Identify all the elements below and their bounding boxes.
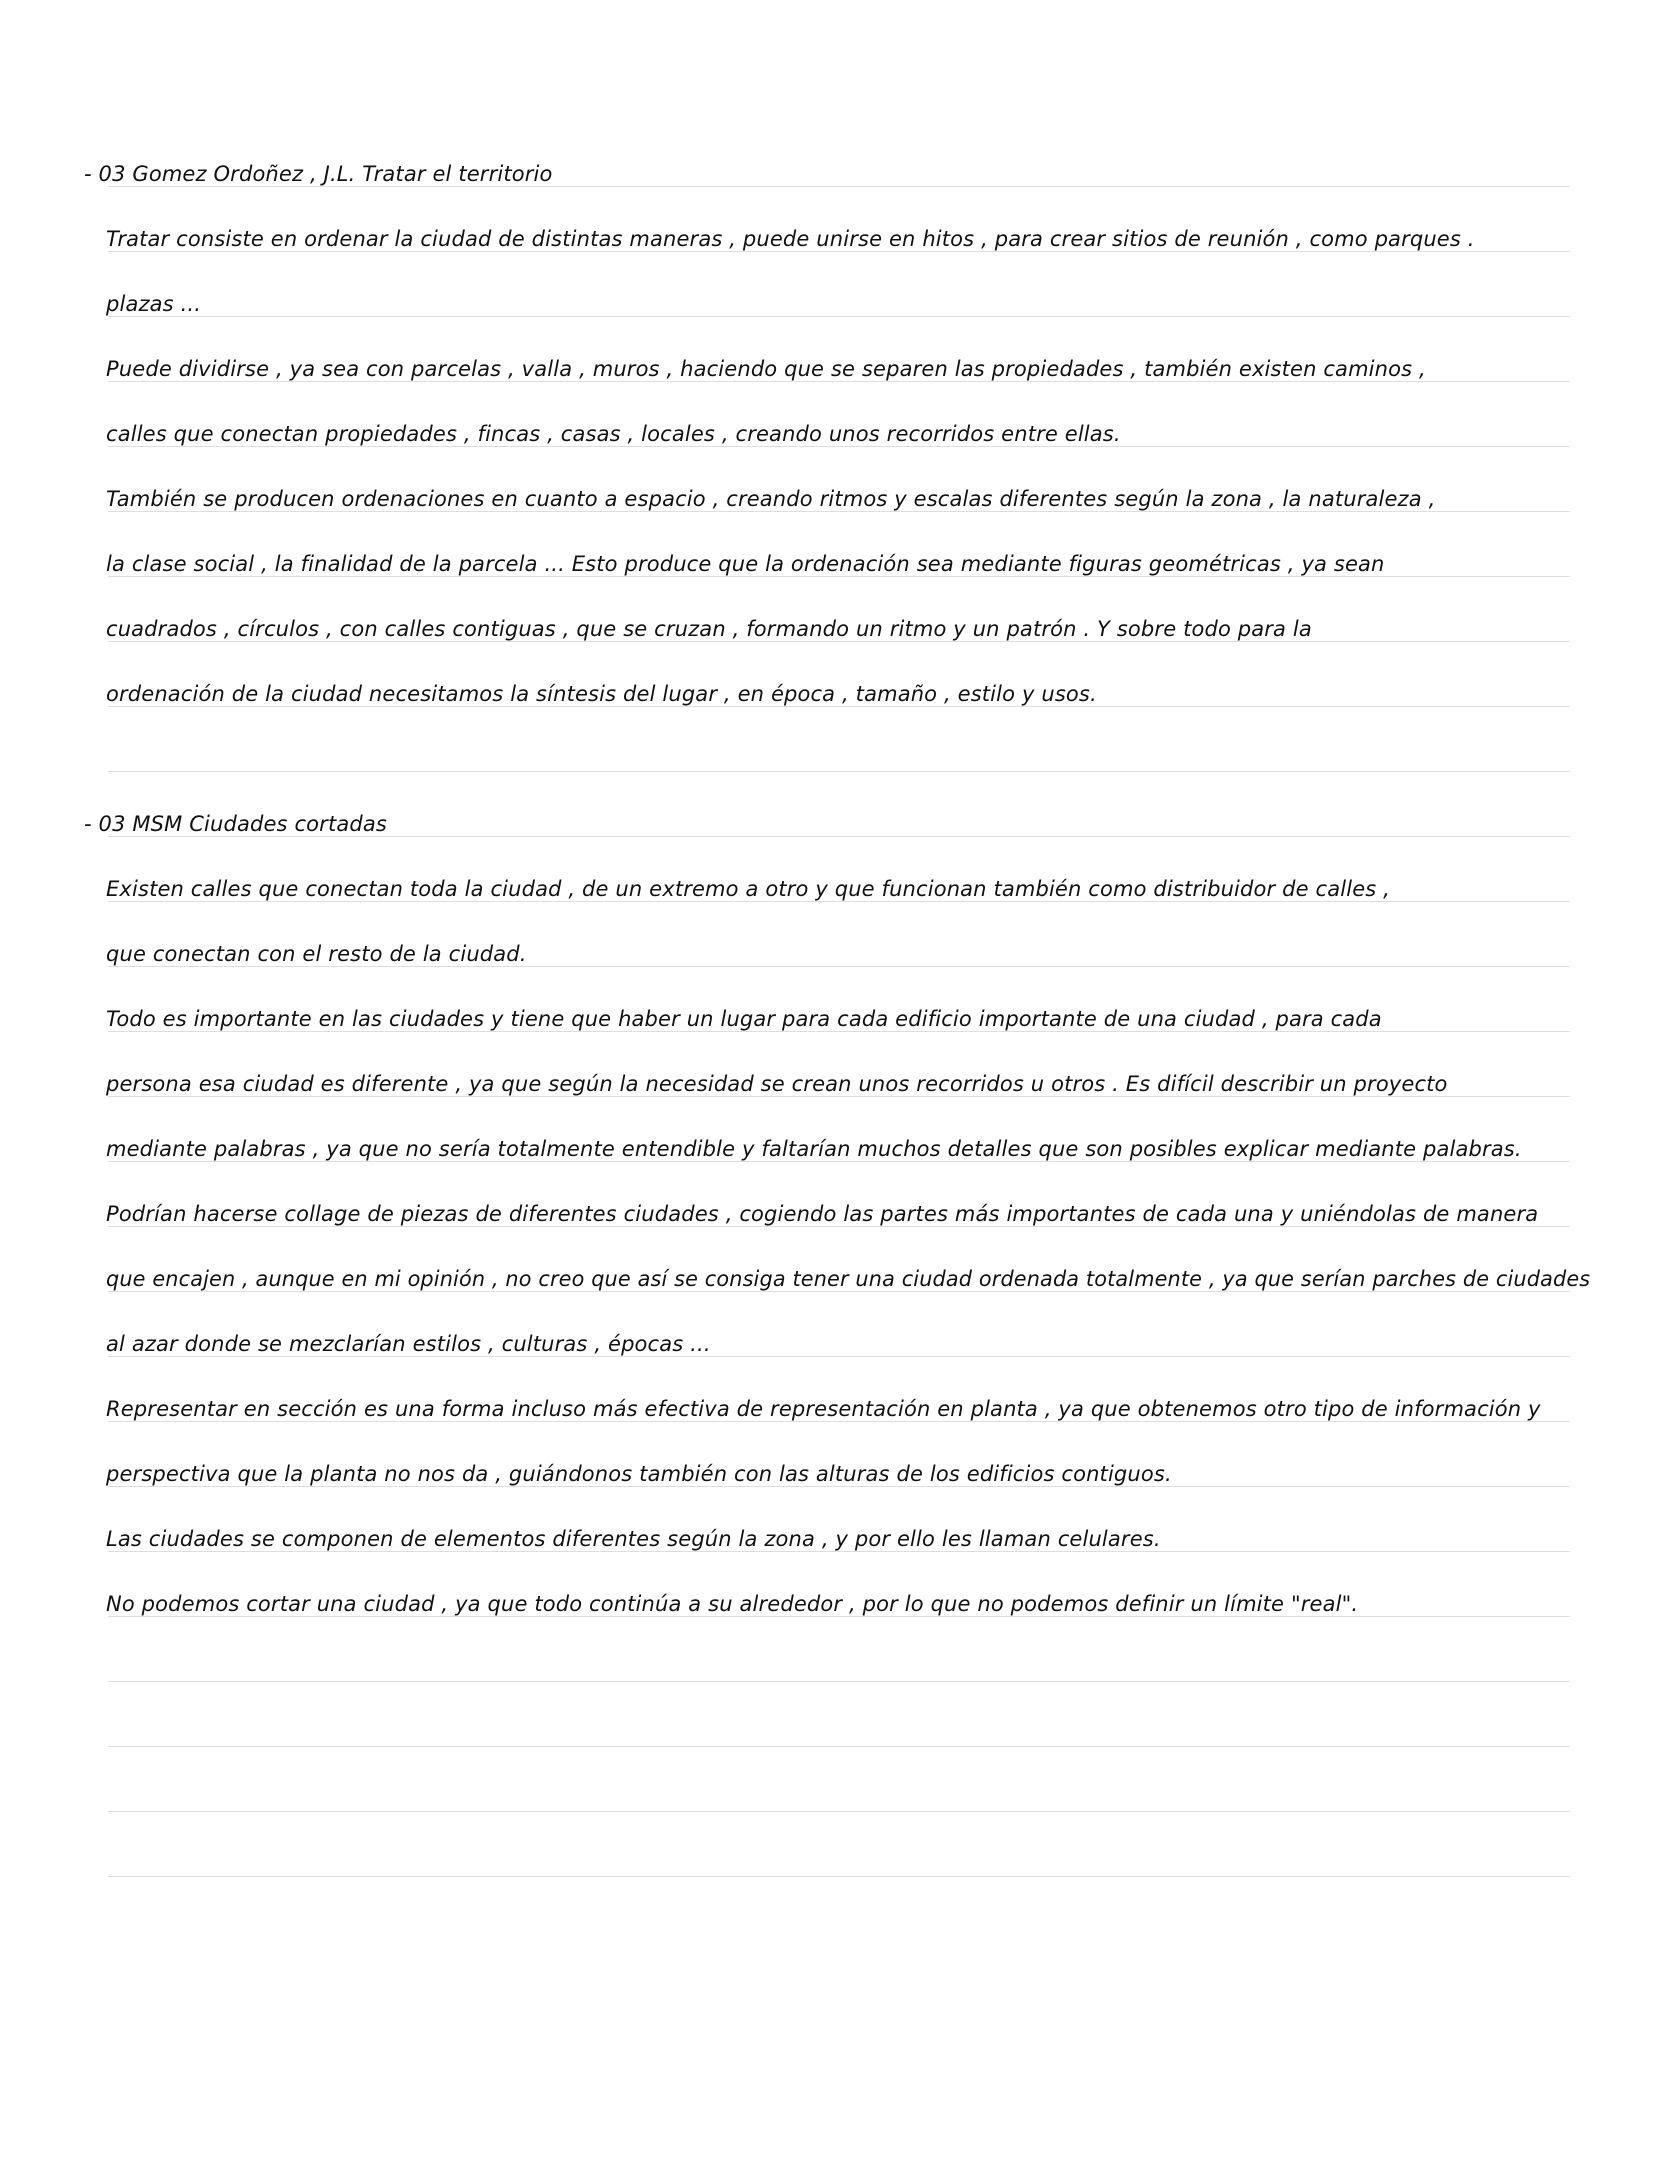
section-2-line-5: mediante palabras , ya que no sería totalmente entendible y faltarían muchos detalles que son posibles explicar mediante palabras. — [106, 1137, 1522, 1161]
section-2-line-9: Representar en sección es una forma incluso más efectiva de representación en planta , ya que obtenemos otro tipo de información y — [106, 1397, 1541, 1421]
section-1-line-8: ordenación de la ciudad necesitamos la síntesis del lugar , en época , tamaño , estilo y usos. — [106, 682, 1097, 706]
section-2-line-6: Podrían hacerse collage de piezas de diferentes ciudades , cogiendo las partes más importantes de cada una y uniéndolas de manera — [106, 1202, 1539, 1226]
ruled-line — [108, 1811, 1570, 1812]
section-1-line-5: También se producen ordenaciones en cuanto a espacio , creando ritmos y escalas diferentes según la zona , la naturaleza , — [106, 487, 1436, 511]
section-1-line-3: Puede dividirse , ya sea con parcelas , valla , muros , haciendo que se separen las propiedades , también existen caminos , — [106, 357, 1426, 381]
section-2-line-2: que conectan con el resto de la ciudad. — [106, 942, 527, 966]
section-2-heading: - 03 MSM Ciudades cortadas — [84, 812, 387, 836]
section-2-line-12: No podemos cortar una ciudad , ya que todo continúa a su alrededor , por lo que no podemos definir un límite "real". — [106, 1592, 1359, 1616]
section-2-line-10: perspectiva que la planta no nos da , guiándonos también con las alturas de los edificios contiguos. — [106, 1462, 1172, 1486]
section-1-line-2: plazas ... — [106, 292, 202, 316]
section-1-heading: - 03 Gomez Ordoñez , J.L. Tratar el territorio — [84, 162, 553, 186]
ruled-line — [108, 1746, 1570, 1747]
section-2-line-11: Las ciudades se componen de elementos diferentes según la zona , y por ello les llaman celulares. — [106, 1527, 1161, 1551]
ruled-line — [108, 771, 1570, 772]
section-2-line-8: al azar donde se mezclarían estilos , culturas , épocas ... — [106, 1332, 711, 1356]
section-1-line-1: Tratar consiste en ordenar la ciudad de distintas maneras , puede unirse en hitos , para crear sitios de reunión , como parques . — [106, 227, 1475, 251]
section-2-line-3: Todo es importante en las ciudades y tiene que haber un lugar para cada edificio importante de una ciudad , para cada — [106, 1007, 1382, 1031]
section-2-line-4: persona esa ciudad es diferente , ya que según la necesidad se crean unos recorridos u otros . Es difícil describir un proyecto — [106, 1072, 1448, 1096]
section-1-line-7: cuadrados , círculos , con calles contiguas , que se cruzan , formando un ritmo y un patrón . Y sobre todo para la — [106, 617, 1312, 641]
section-2-line-7: que encajen , aunque en mi opinión , no creo que así se consiga tener una ciudad ordenada totalmente , ya que serían parches de ciudades — [106, 1267, 1591, 1291]
ruled-line — [108, 316, 1570, 317]
section-1-line-6: la clase social , la finalidad de la parcela ... Esto produce que la ordenación sea mediante figuras geométricas , ya sean — [106, 552, 1385, 576]
ruled-line — [108, 1876, 1570, 1877]
ruled-line — [108, 1681, 1570, 1682]
section-1-line-4: calles que conectan propiedades , fincas , casas , locales , creando unos recorridos entre ellas. — [106, 422, 1121, 446]
section-2-line-1: Existen calles que conectan toda la ciudad , de un extremo a otro y que funcionan también como distribuidor de calles , — [106, 877, 1391, 901]
